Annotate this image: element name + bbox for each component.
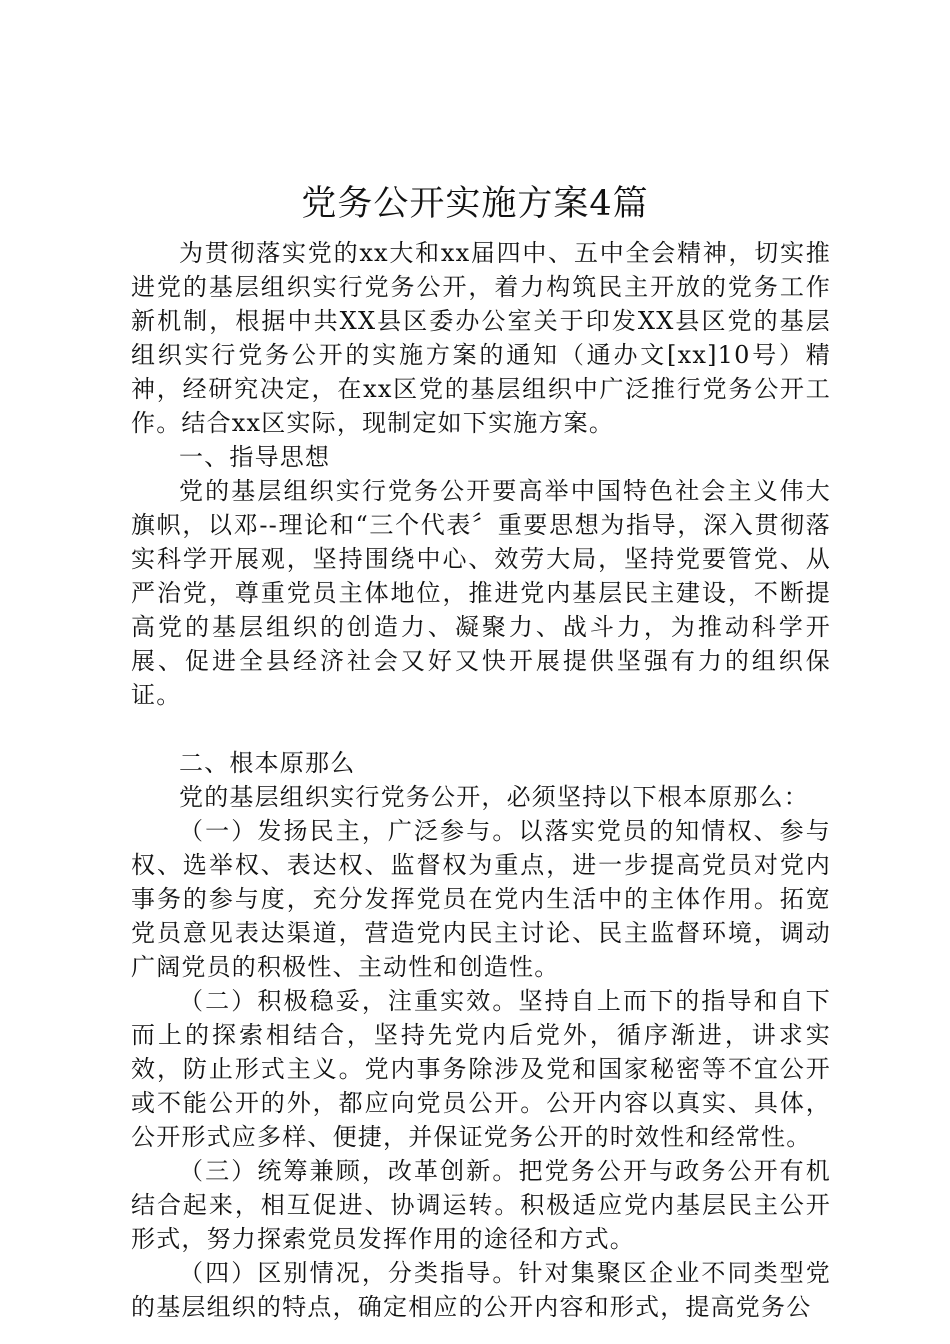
document-body — [131, 236, 831, 1324]
section-heading-principles: 二、根本原那么 — [179, 749, 356, 777]
document-title: 党务公开实施方案4篇 — [301, 184, 649, 224]
principle-item-4: （四）区别情况，分类指导。针对集聚区企业不同类型党的基层组织的特点，确定相应的公开内容和形式，提高党务公 — [131, 1259, 831, 1321]
blank-line — [131, 712, 831, 746]
principle-item-1: （一）发扬民主，广泛参与。以落实党员的知情权、参与权、选举权、表达权、监督权为重点，进一步提高党员对党内事务的参与度，充分发挥党员在党内生活中的主体作用。拓宽党员意见表达渠道，营造党内民主讨论、民主监督环境，调动广阔党员的积极性、主动性和创造性。 — [131, 817, 831, 981]
guiding-thought-paragraph: 党的基层组织实行党务公开要高举中国特色社会主义伟大旗帜，以邓--理论和“三个代表〞重要思想为指导，深入贯彻落实科学开展观，坚持围绕中心、效劳大局，坚持党要管党、从严治党，尊重党员主体地位，推进党内基层民主建设，不断提高党的基层组织的创造力、凝聚力、战斗力，为推动科学开展、促进全县经济社会又好又快开展提供坚强有力的组织保证。 — [131, 477, 831, 709]
section-heading-guiding-thought: 一、指导思想 — [179, 443, 331, 471]
intro-paragraph: 为贯彻落实党的xx大和xx届四中、五中全会精神，切实推进党的基层组织实行党务公开，着力构筑民主开放的党务工作新机制，根据中共XX县区委办公室关于印发XX县区党的基层组织实行党务公开的实施方案的通知（通办文[xx]10号）精神，经研究决定，在xx区党的基层组织中广泛推行党务公开工作。结合xx区实际，现制定如下实施方案。 — [131, 239, 831, 437]
principle-item-2: （二）积极稳妥，注重实效。坚持自上而下的指导和自下而上的探索相结合，坚持先党内后党外，循序渐进，讲求实效，防止形式主义。党内事务除涉及党和国家秘密等不宜公开或不能公开的外，都应向党员公开。公开内容以真实、具体，公开形式应多样、便捷，并保证党务公开的时效性和经常性。 — [131, 987, 831, 1151]
principles-lead-paragraph: 党的基层组织实行党务公开，必须坚持以下根本原那么： — [179, 783, 809, 811]
principle-item-3: （三）统筹兼顾，改革创新。把党务公开与政务公开有机结合起来，相互促进、协调运转。积极适应党内基层民主公开形式，努力探索党员发挥作用的途径和方式。 — [131, 1157, 831, 1253]
